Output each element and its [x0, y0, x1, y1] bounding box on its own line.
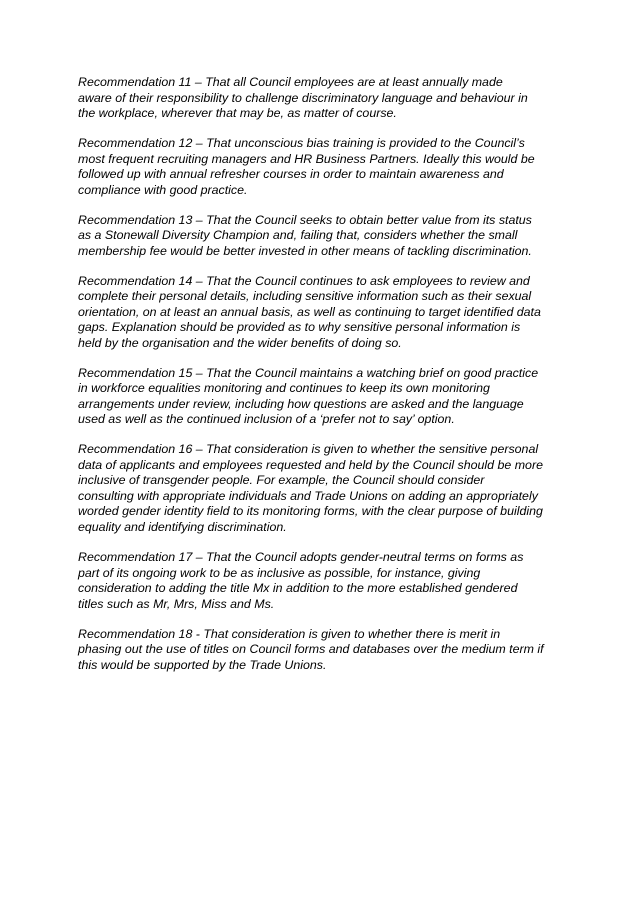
recommendations-list [78, 75, 568, 688]
recommendation-18: Recommendation 18 - That consideration is given to whether there is merit in phasing out the use of titles on Council forms and databases over the medium term if this would be supported by the Trade Unions. [78, 626, 544, 672]
recommendation-16: Recommendation 16 – That consideration is given to whether the sensitive personal data of applicants and employees requested and held by the Council should be more inclusive of transgender people. For example, the Council should consider consulting with appropriate individuals and Trade Unions on adding an appropriately worded gender identity field to its monitoring forms, with the clear purpose of building equality and identifying discrimination. [78, 442, 543, 534]
recommendation-17: Recommendation 17 – That the Council adopts gender-neutral terms on forms as part of its ongoing work to be as inclusive as possible, for instance, giving consideration to adding the title Mx in addition to the more established gendered titles such as Mr, Mrs, Miss and Ms. [78, 550, 524, 611]
recommendation-15: Recommendation 15 – That the Council maintains a watching brief on good practice in workforce equalities monitoring and continues to keep its own monitoring arrangements under review, including how questions are asked and the language used as well as the continued inclusion of a ‘prefer not to say’ option. [78, 365, 539, 427]
recommendation-12: Recommendation 12 – That unconscious bias training is provided to the Council’s most frequent recruiting managers and HR Business Partners. Ideally this would be followed up with annual refresher courses in order to maintain awareness and compliance with good practice. [78, 136, 535, 197]
recommendation-11: Recommendation 11 – That all Council employees are at least annually made aware of their responsibility to challenge discriminatory language and behaviour in the workplace, wherever that may be, as matter of course. [78, 75, 528, 120]
recommendation-13: Recommendation 13 – That the Council seeks to obtain better value from its status as a Stonewall Diversity Champion and, failing that, considers whether the small membership fee would be better invested in other means of tackling discrimination. [78, 212, 532, 258]
recommendation-14: Recommendation 14 – That the Council continues to ask employees to review and complete their personal details, including sensitive information such as their sexual orientation, on at least an annual basis, as well as continuing to target identified data gaps. Explanation should be provided as to why sensitive personal information is held by the organisation and the wider benefits of doing so. [78, 273, 541, 350]
